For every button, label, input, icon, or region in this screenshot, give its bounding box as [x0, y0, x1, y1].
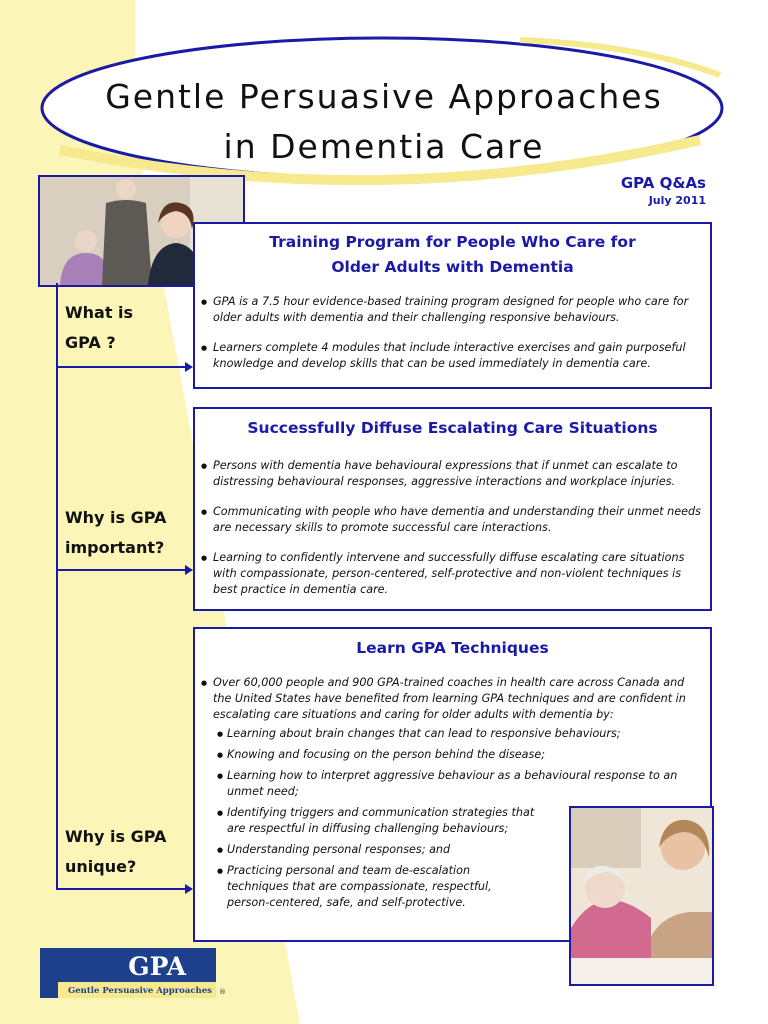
bullet-list [199, 294, 704, 372]
arrow-why-unique [57, 888, 186, 890]
bullet-list [199, 458, 704, 598]
list-item: ● Practicing personal and team de-escalation techniques that are compassionate, respectful, person-centered, safe, and self-protective. [199, 863, 535, 911]
qa-label: GPA Q&As [620, 174, 706, 192]
question-why-unique: Why is GPA unique? [65, 827, 167, 876]
list-item: ● Identifying triggers and communication strategies that are respectful in diffusing challenging behaviours; [199, 805, 535, 837]
arrow-why-important [57, 569, 186, 571]
list-item: ● Learning how to interpret aggressive behaviour as a behavioural response to an unmet need; [199, 768, 704, 800]
connector-line [56, 283, 58, 890]
question-why-important: Why is GPA important? [65, 508, 167, 557]
nurse-patient-photo [569, 806, 714, 986]
list-item: ● Communicating with people who have dementia and understanding their unmet needs are necessary skills to promote successful care interactions. [199, 504, 704, 536]
list-item: ● Knowing and focusing on the person behind the disease; [199, 747, 704, 763]
publication-date: July 2011 [648, 194, 706, 207]
section-title: Learn GPA Techniques [356, 639, 549, 657]
list-item: ● Learners complete 4 modules that include interactive exercises and gain purposeful knowledge and develop skills that can be used immediately in dementia care. [199, 340, 704, 372]
section-title: Successfully Diffuse Escalating Care Situations [247, 419, 658, 437]
arrow-what-is [57, 366, 186, 368]
section-training-program [193, 222, 712, 389]
list-item: ● Persons with dementia have behavioural expressions that if unmet can escalate to distressing behavioural responses, aggressive interactions and workplace injuries. [199, 458, 704, 490]
page-title: Gentle Persuasive Approaches in Dementia Care [105, 77, 663, 166]
list-item: ● Learning about brain changes that can lead to responsive behaviours; [199, 726, 704, 742]
list-item: ● Learning to confidently intervene and successfully diffuse escalating care situations with compassionate, person-centered, self-protective and non-violent techniques is best practice in dementia care. [199, 550, 704, 598]
section-title: Training Program for People Who Care for Older Adults with Dementia [269, 233, 636, 276]
list-item: ● Over 60,000 people and 900 GPA-trained coaches in health care across Canada and the United States have benefited from learning GPA techniques and are confident in escalating care situations and caring for older adults with dementia by: [199, 675, 704, 723]
registered-mark: ® [219, 988, 226, 996]
list-item: ● GPA is a 7.5 hour evidence-based training program designed for people who care for older adults with dementia and their challenging responsive behaviours. [199, 294, 704, 326]
gpa-logo: GPA Gentle Persuasive Approaches [40, 948, 216, 998]
question-what-is-gpa: What is GPA ? [65, 303, 134, 352]
section-diffuse-situations [193, 407, 712, 611]
list-item: ● Understanding personal responses; and [199, 842, 535, 858]
